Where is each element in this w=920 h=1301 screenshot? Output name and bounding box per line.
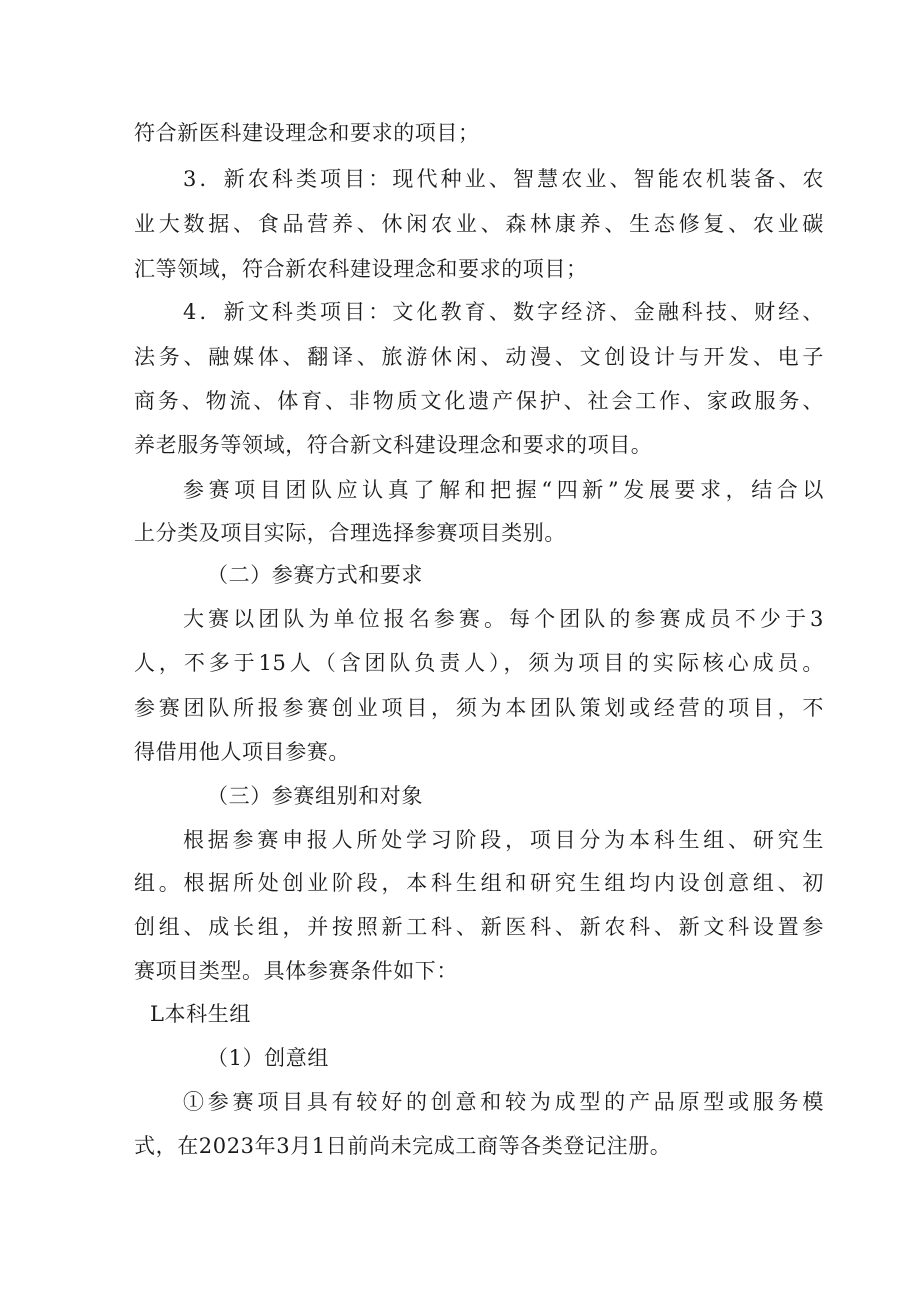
- paragraph-start: 参赛项目团队应认真了解和把握“四新”发展要求，结合以: [183, 478, 824, 502]
- paragraph-start: 大赛以团队为单位报名参赛。每个团队的参赛成员不少于3: [183, 607, 824, 631]
- text-line-continuation: 符合新医科建设理念和要求的项目；: [134, 121, 480, 145]
- text-line: 式，在2023年3月1日前尚未完成工商等各类登记注册。: [134, 1134, 672, 1158]
- subheading-undergraduate: L本科生组: [150, 1002, 251, 1026]
- subheading-creative-group: （1）创意组: [207, 1046, 329, 1070]
- list-item-liberal-arts: 4．新文科类项目：文化教育、数字经济、金融科技、财经、: [183, 300, 824, 324]
- text-line: 赛项目类型。具体参赛条件如下：: [134, 959, 458, 983]
- text-line: 商务、物流、体育、非物质文化遗产保护、社会工作、家政服务、: [134, 389, 824, 413]
- text-line: 创组、成长组，并按照新工科、新医科、新农科、新文科设置参: [134, 915, 824, 939]
- text-line: 养老服务等领域，符合新文科建设理念和要求的项目。: [134, 433, 653, 457]
- text-line: 汇等领域，符合新农科建设理念和要求的项目；: [134, 257, 588, 281]
- text-line: 参赛团队所报参赛创业项目，须为本团队策划或经营的项目，不: [134, 696, 824, 720]
- paragraph-start: ①参赛项目具有较好的创意和较为成型的产品原型或服务模: [183, 1090, 824, 1114]
- section-heading-participation: （二）参赛方式和要求: [207, 563, 423, 587]
- paragraph-start: 根据参赛申报人所处学习阶段，项目分为本科生组、研究生: [183, 828, 824, 852]
- text-line: 组。根据所处创业阶段，本科生组和研究生组均内设创意组、初: [134, 871, 824, 895]
- list-item-agriculture: 3．新农科类项目：现代种业、智慧农业、智能农机装备、农: [183, 167, 824, 191]
- text-line: 业大数据、食品营养、休闲农业、森林康养、生态修复、农业碳: [134, 212, 824, 236]
- section-heading-groups: （三）参赛组别和对象: [207, 784, 423, 808]
- text-line: 人，不多于15人（含团队负责人），须为项目的实际核心成员。: [134, 651, 824, 675]
- text-line: 法务、融媒体、翻译、旅游休闲、动漫、文创设计与开发、电子: [134, 345, 824, 369]
- text-line: 上分类及项目实际，合理选择参赛项目类别。: [134, 521, 566, 545]
- text-line: 得借用他人项目参赛。: [134, 740, 350, 764]
